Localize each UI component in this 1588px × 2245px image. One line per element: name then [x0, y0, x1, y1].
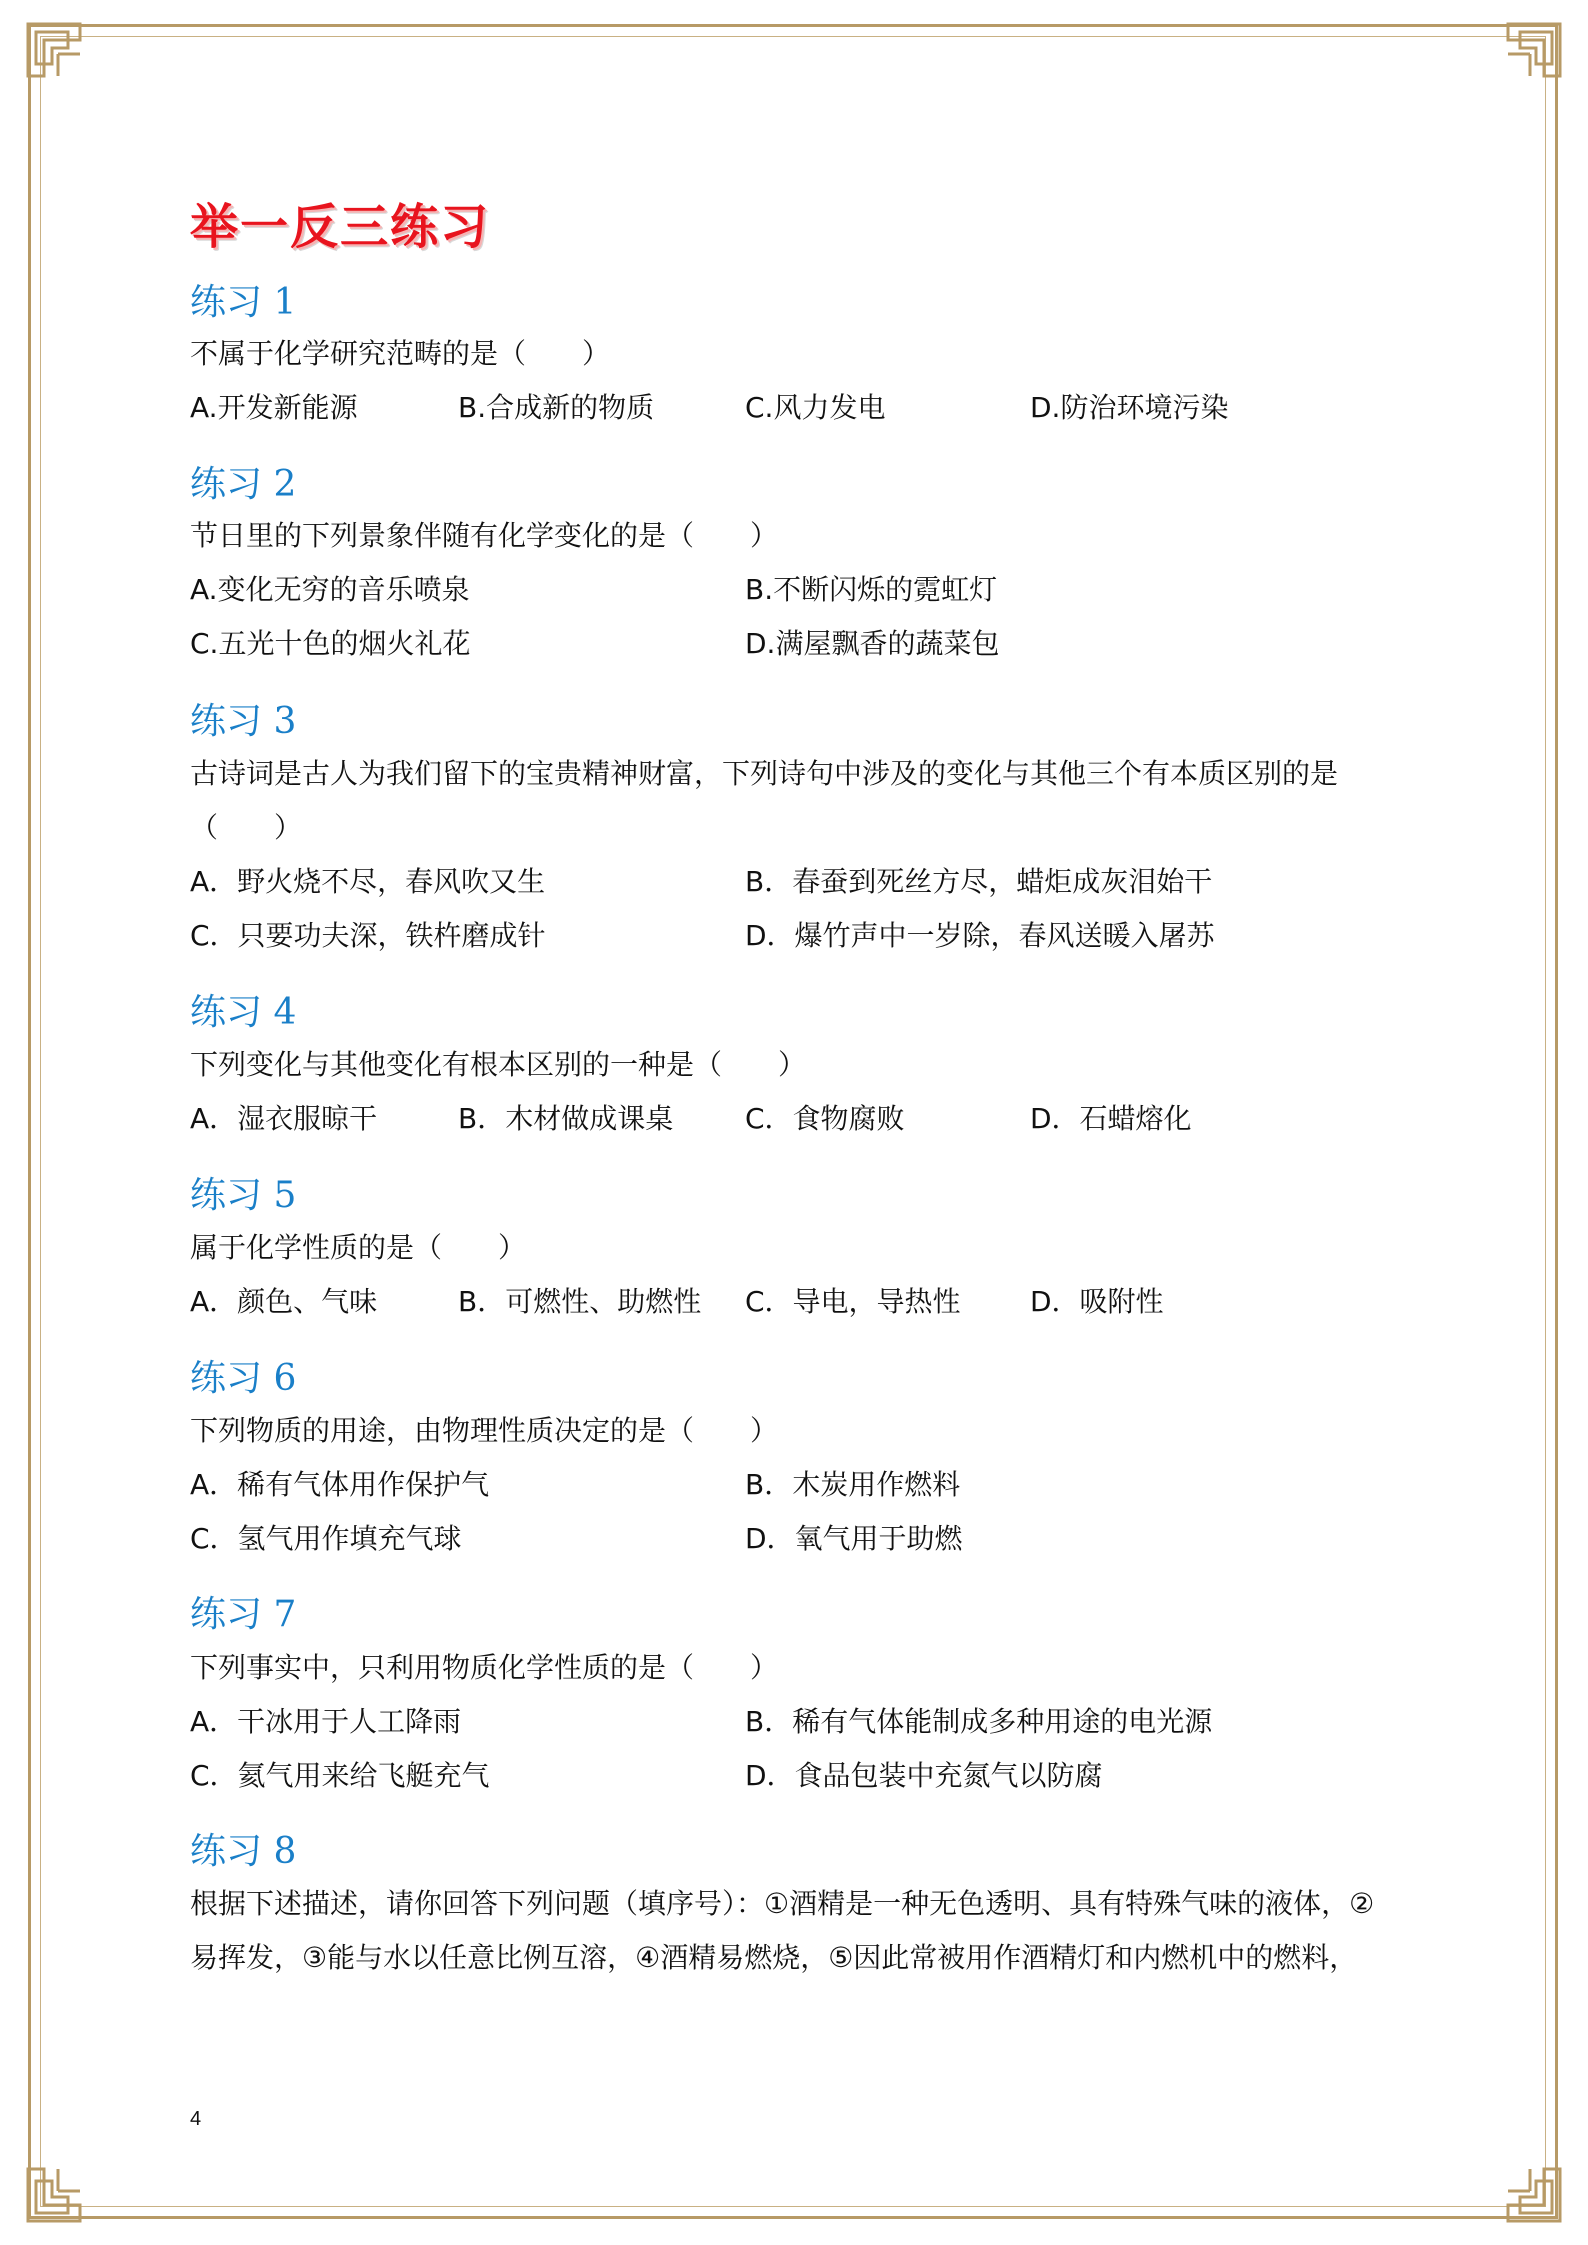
page-number: 4 — [190, 2108, 202, 2130]
exercise-8-title: 练习 8 — [190, 1831, 297, 1872]
exercise-3-question-line-1: 古诗词是古人为我们留下的宝贵精神财富，下列诗句中涉及的变化与其他三个有本质区别的是 — [190, 757, 1339, 790]
exercise-5-option-d: D．吸附性 — [1030, 1285, 1164, 1318]
exercise-3-question-line-2: （ ） — [190, 811, 303, 844]
exercise-4-option-b: B．木材做成课桌 — [458, 1102, 674, 1135]
exercise-1-question: 不属于化学研究范畴的是（ ） — [190, 337, 611, 370]
exercise-7-option-b: B．稀有气体能制成多种用途的电光源 — [745, 1705, 1213, 1738]
exercise-2-question: 节日里的下列景象伴随有化学变化的是（ ） — [190, 519, 779, 552]
exercise-4-option-a: A．湿衣服晾干 — [190, 1102, 378, 1135]
exercise-5-title: 练习 5 — [190, 1175, 297, 1216]
exercise-6-option-b: B．木炭用作燃料 — [745, 1468, 961, 1501]
exercise-1-option-d: D.防治环境污染 — [1030, 391, 1229, 424]
exercise-3-option-a: A．野火烧不尽，春风吹又生 — [190, 865, 546, 898]
corner-ornament-bottom-left — [22, 2163, 86, 2227]
exercise-5-option-c: C．导电，导热性 — [745, 1285, 961, 1318]
exercise-7-option-d: D．食品包装中充氮气以防腐 — [745, 1759, 1103, 1792]
exercise-1-title: 练习 1 — [190, 282, 297, 323]
exercise-6-option-d: D．氧气用于助燃 — [745, 1522, 963, 1555]
exercise-2-option-d: D.满屋飘香的蔬菜包 — [745, 627, 1000, 660]
corner-ornament-top-left — [22, 18, 86, 82]
exercise-2-option-a: A.变化无穷的音乐喷泉 — [190, 573, 470, 606]
exercise-7-question: 下列事实中，只利用物质化学性质的是（ ） — [190, 1651, 779, 1684]
exercise-1-option-c: C.风力发电 — [745, 391, 886, 424]
exercise-8-question-line-1: 根据下述描述，请你回答下列问题（填序号）：①酒精是一种无色透明、具有特殊气味的液体，② — [190, 1887, 1375, 1920]
exercise-1-option-a: A.开发新能源 — [190, 391, 358, 424]
exercise-4-option-d: D．石蜡熔化 — [1030, 1102, 1192, 1135]
corner-ornament-bottom-right — [1502, 2163, 1566, 2227]
exercise-3-option-b: B．春蚕到死丝方尽，蜡炬成灰泪始干 — [745, 865, 1213, 898]
exercise-2-option-c: C.五光十色的烟火礼花 — [190, 627, 471, 660]
exercise-6-question: 下列物质的用途，由物理性质决定的是（ ） — [190, 1414, 779, 1447]
exercise-6-option-a: A．稀有气体用作保护气 — [190, 1468, 490, 1501]
exercise-3-option-d: D．爆竹声中一岁除，春风送暖入屠苏 — [745, 919, 1215, 952]
exercise-6-title: 练习 6 — [190, 1358, 297, 1399]
exercise-8-question-line-2: 易挥发，③能与水以任意比例互溶，④酒精易燃烧，⑤因此常被用作酒精灯和内燃机中的燃料， — [190, 1941, 1358, 1974]
page-heading: 举一反三练习 — [190, 199, 491, 255]
exercise-4-title: 练习 4 — [190, 992, 297, 1033]
exercise-7-title: 练习 7 — [190, 1594, 297, 1635]
exercise-6-option-c: C．氢气用作填充气球 — [190, 1522, 462, 1555]
corner-ornament-top-right — [1502, 18, 1566, 82]
exercise-4-option-c: C．食物腐败 — [745, 1102, 905, 1135]
exercise-7-option-a: A．干冰用于人工降雨 — [190, 1705, 462, 1738]
exercise-4-question: 下列变化与其他变化有根本区别的一种是（ ） — [190, 1048, 807, 1081]
exercise-5-question: 属于化学性质的是（ ） — [190, 1231, 527, 1264]
exercise-2-title: 练习 2 — [190, 464, 297, 505]
exercise-5-option-b: B．可燃性、助燃性 — [458, 1285, 702, 1318]
exercise-7-option-c: C．氦气用来给飞艇充气 — [190, 1759, 490, 1792]
exercise-3-option-c: C．只要功夫深，铁杵磨成针 — [190, 919, 546, 952]
exercise-2-option-b: B.不断闪烁的霓虹灯 — [745, 573, 998, 606]
exercise-3-title: 练习 3 — [190, 701, 297, 742]
exercise-5-option-a: A．颜色、气味 — [190, 1285, 378, 1318]
exercise-1-option-b: B.合成新的物质 — [458, 391, 655, 424]
